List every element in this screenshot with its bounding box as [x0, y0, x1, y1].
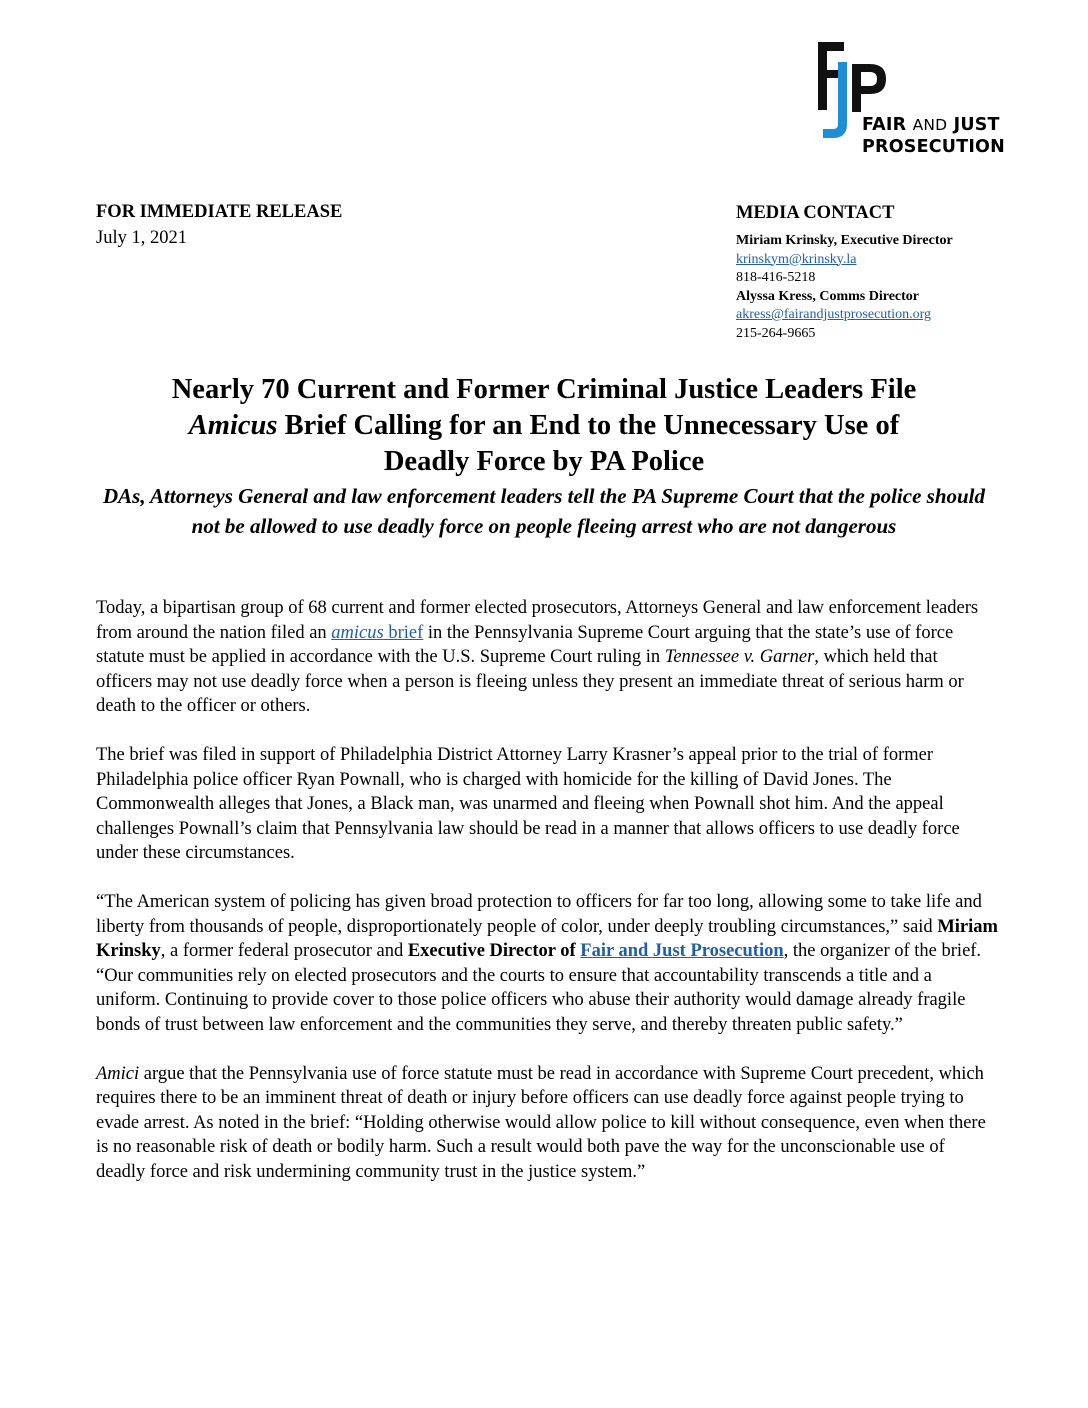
- release-label: FOR IMMEDIATE RELEASE: [96, 202, 343, 222]
- logo-word-and: AND: [912, 116, 948, 134]
- contact-2-email-link[interactable]: akress@fairandjustprosecution.org: [736, 307, 931, 322]
- body-paragraph-1: [96, 596, 998, 719]
- media-contact-block: [736, 202, 1036, 343]
- case-name: Tennessee v. Garner: [664, 647, 815, 667]
- contact-1-name: Miriam Krinsky, Executive Director: [736, 233, 953, 248]
- fjp-logo: [816, 40, 1026, 165]
- amicus-brief-link[interactable]: [331, 623, 423, 643]
- p1-text-a: Today, a bipartisan group of 68 current and former elected prosecutors, Attorneys General and law enforcement leaders from around the nation filed an: [96, 598, 979, 643]
- subheadline: DAs, Attorneys General and law enforcement leaders tell the PA Supreme Court that the police should not be allowed to use deadly force on people fleeing arrest who are not dangerous: [102, 484, 986, 538]
- contact-1-email-link[interactable]: krinskym@krinsky.la: [736, 251, 857, 267]
- contact-2-name: Alyssa Kress, Comms Director: [736, 288, 920, 304]
- fjp-org-link[interactable]: Fair and Just Prosecution: [580, 941, 784, 961]
- headline-line-1: Nearly 70 Current and Former Criminal Justice Leaders File: [171, 374, 917, 405]
- body-paragraph-4: [96, 1062, 998, 1185]
- body-paragraph-3: [96, 890, 998, 1037]
- media-contact-label: MEDIA CONTACT: [736, 203, 895, 223]
- p3-text-b: , a former federal prosecutor and: [160, 941, 408, 961]
- p3-text-c: , the organizer of the brief. “Our communities rely on elected prosecutors and the courts to ensure that accountability transcends a title and a uniform. Continuing to provide cover to those police officers who abuse their authority would damage already fragile bonds of trust between law enforcement and the communities they serve, and thereby threaten public safety.”: [96, 941, 982, 1035]
- amici-word: Amici: [96, 1063, 140, 1084]
- p1-text-c: , which held that officers may not use deadly force when a person is fleeing unless they present an immediate threat of serious harm or death to the officer or others.: [96, 647, 964, 716]
- headline-line-2-rest: Brief Calling for an End to the Unnecessary Use of: [277, 410, 900, 441]
- contact-1-phone: 818-416-5218: [736, 270, 816, 285]
- headline-line-2: [80, 408, 1008, 444]
- amicus-brief-link-italic: amicus: [331, 622, 384, 643]
- body-paragraph-2: The brief was filed in support of Philadelphia District Attorney Larry Krasner’s appeal prior to the trial of former Philadelphia police officer Ryan Pownall, who is charged with homicide for the killing of David Jones. The Commonwealth alleges that Jones, a Black man, was unarmed and fleeing when Pownall shot him. And the appeal challenges Pownall’s claim that Pennsylvania law should be read in a manner that allows officers to use deadly force under these circumstances.: [96, 745, 960, 863]
- logo-wordmark: [862, 114, 1005, 158]
- headline-line-3: Deadly Force by PA Police: [383, 446, 705, 477]
- logo-word-just: JUST: [953, 115, 1000, 135]
- headline: [80, 372, 1008, 480]
- release-date: July 1, 2021: [96, 228, 187, 248]
- headline-amicus: Amicus: [188, 410, 278, 441]
- speaker-name: Miriam Krinsky: [96, 916, 998, 961]
- logo-word-fair: FAIR: [862, 115, 907, 135]
- contact-2-phone: 215-264-9665: [736, 325, 816, 341]
- p4-text: argue that the Pennsylvania use of force statute must be read in accordance with Supreme Court precedent, which requires there to be an imminent threat of death or injury before officers can use deadly force against people trying to evade arrest. As noted in the brief: “Holding otherwise would allow police to kill without consequence, even when there is no reasonable risk of death or bodily harm. Such a result would both pave the way for the unconscionable use of deadly force and risk undermining community trust in the justice system.”: [96, 1063, 986, 1182]
- press-release-body: [96, 596, 998, 1209]
- p3-text-a: “The American system of policing has given broad protection to officers for far too long, allowing some to take life and liberty from thousands of people, disproportionately people of color, under deeply troubling circumstances,” said: [96, 892, 982, 937]
- speaker-title: Executive Director of: [407, 941, 581, 961]
- p1-text-b: in the Pennsylvania Supreme Court arguing that the state’s use of force statute must be applied in accordance with the U.S. Supreme Court ruling in: [96, 622, 954, 667]
- logo-word-prosecution: PROSECUTION: [862, 137, 1005, 157]
- amicus-brief-link-rest: brief: [383, 622, 424, 643]
